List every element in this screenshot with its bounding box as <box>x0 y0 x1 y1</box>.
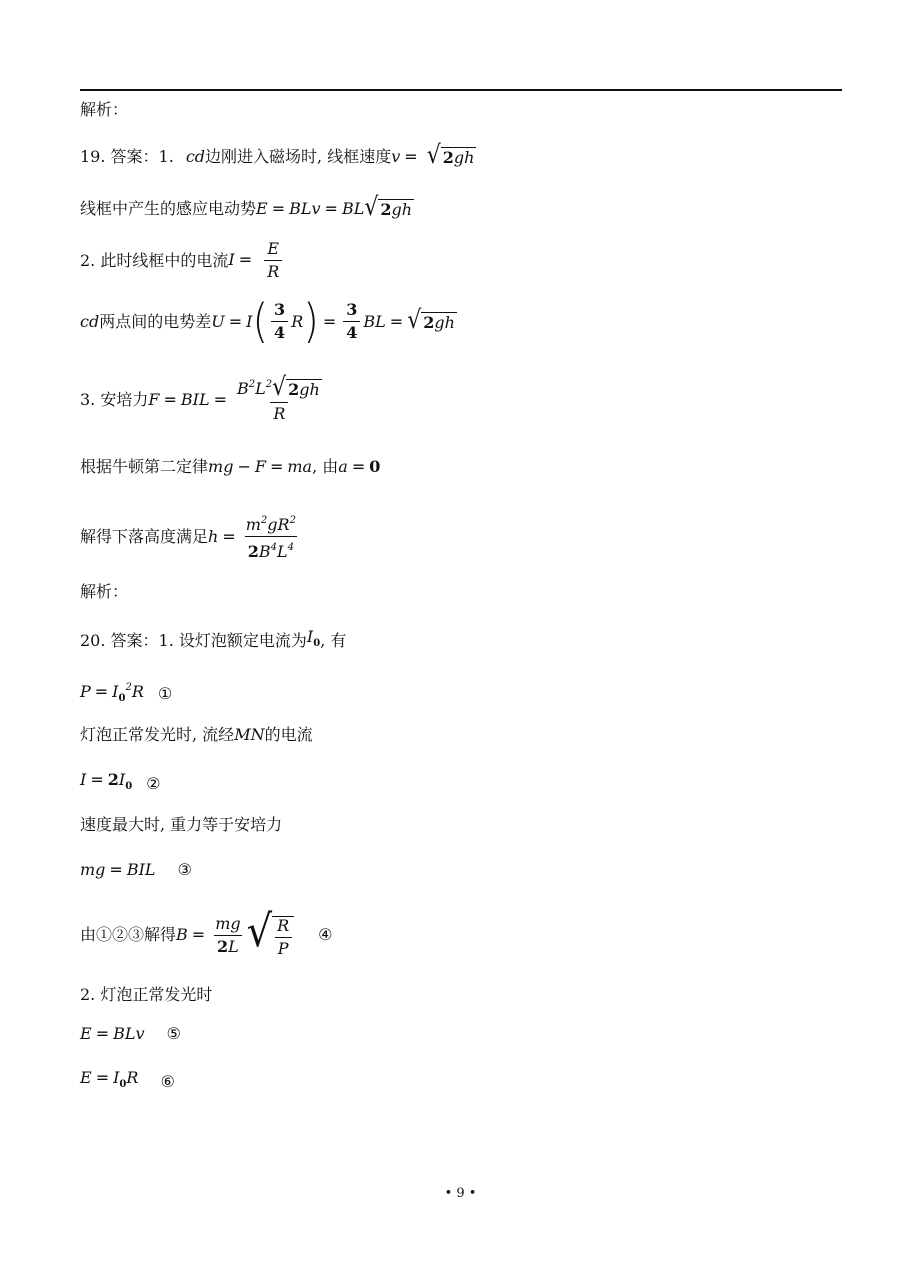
formula-height: h = $\frac{m^2gR^2}{2B^4L^4}$ <box>208 515 296 561</box>
formula-current: I = $\frac{E}{R}$ <box>228 240 285 281</box>
answer-19-current: 2. 此时线框中的电流 I = $\frac{E}{R}$ <box>80 240 285 281</box>
answer-19-height: 解得下落高度满足 h = $\frac{m^2gR^2}{2B^4L^4}$ <box>80 512 302 561</box>
formula-field: B = $\frac{mg}{2L}$ √ $\frac{R}{P}$ <box>176 912 294 958</box>
answer-20-line-3: 灯泡正常发光时, 流经 MN 的电流 <box>80 725 313 744</box>
formula-power: $P = I_0^2R$ <box>80 682 144 704</box>
analysis-heading-1: 解析： <box>80 100 129 119</box>
formula-emf-i0r: $E = I_0R$ <box>80 1068 139 1090</box>
answer-20-line-5: 速度最大时, 重力等于安培力 <box>80 815 283 834</box>
answer-20-current: $I = 2I_0$ ② <box>80 770 161 797</box>
symbol-i0: $I_0$ <box>306 627 321 649</box>
answer-19-newton: 根据牛顿第二定律 mg − F = ma , 由 a = 0 <box>80 457 381 476</box>
answer-19-potential: cd 两点间的电势差 U = I ( $\frac{3}{4}$ R ) = $\frac{3}{4}$ BL = √ 2gh <box>80 295 455 348</box>
formula-ampere-force: F = BIL = $B^2L^2$ √ 2gh R <box>148 372 320 423</box>
formula-i-2i0: $I = 2I_0$ <box>80 770 133 792</box>
formula-emf-blv: E = BLv <box>80 1024 145 1043</box>
answer-20-emf: E = BLv ⑤ <box>80 1024 181 1043</box>
answer-19-line-1: 19. 答案：1. cd 边刚进入磁场时, 线框速度 v = √ 2gh <box>80 140 475 170</box>
analysis-heading-2: 解析： <box>80 582 129 601</box>
formula-newton: mg − F = ma <box>208 457 313 476</box>
formula-velocity: v = √ 2gh <box>391 140 475 170</box>
answer-20-part2: 2. 灯泡正常发光时 <box>80 985 213 1004</box>
header-rule <box>80 89 842 91</box>
answer-19-emf: 线框中产生的感应电动势 E = BLv = BL √ 2gh <box>80 192 413 222</box>
page-number: • 9 • <box>444 1186 477 1201</box>
answer-20-power: $P = I_0^2R$ ① <box>80 678 172 709</box>
answer-20-balance: mg = BIL ③ <box>80 860 192 879</box>
formula-potential: U = I ( $\frac{3}{4}$ R ) = $\frac{3}{4}$ BL = √ 2gh <box>211 295 455 348</box>
answer-20-field: 由①②③解得 B = $\frac{mg}{2L}$ √ $\frac{R}{P}$ ④ <box>80 906 333 958</box>
formula-a-zero: a = 0 <box>338 457 381 476</box>
answer-20-line-1: 20. 答案：1. 设灯泡额定电流为 $I_0$ , 有 <box>80 627 346 654</box>
formula-balance: mg = BIL <box>80 860 156 879</box>
answer-19-ampere-force: 3. 安培力 F = BIL = $B^2L^2$ √ 2gh R <box>80 376 328 423</box>
answer-20-emf-i0r: $E = I_0R$ ⑥ <box>80 1068 175 1095</box>
formula-emf: E = BLv = BL √ 2gh <box>256 192 413 222</box>
